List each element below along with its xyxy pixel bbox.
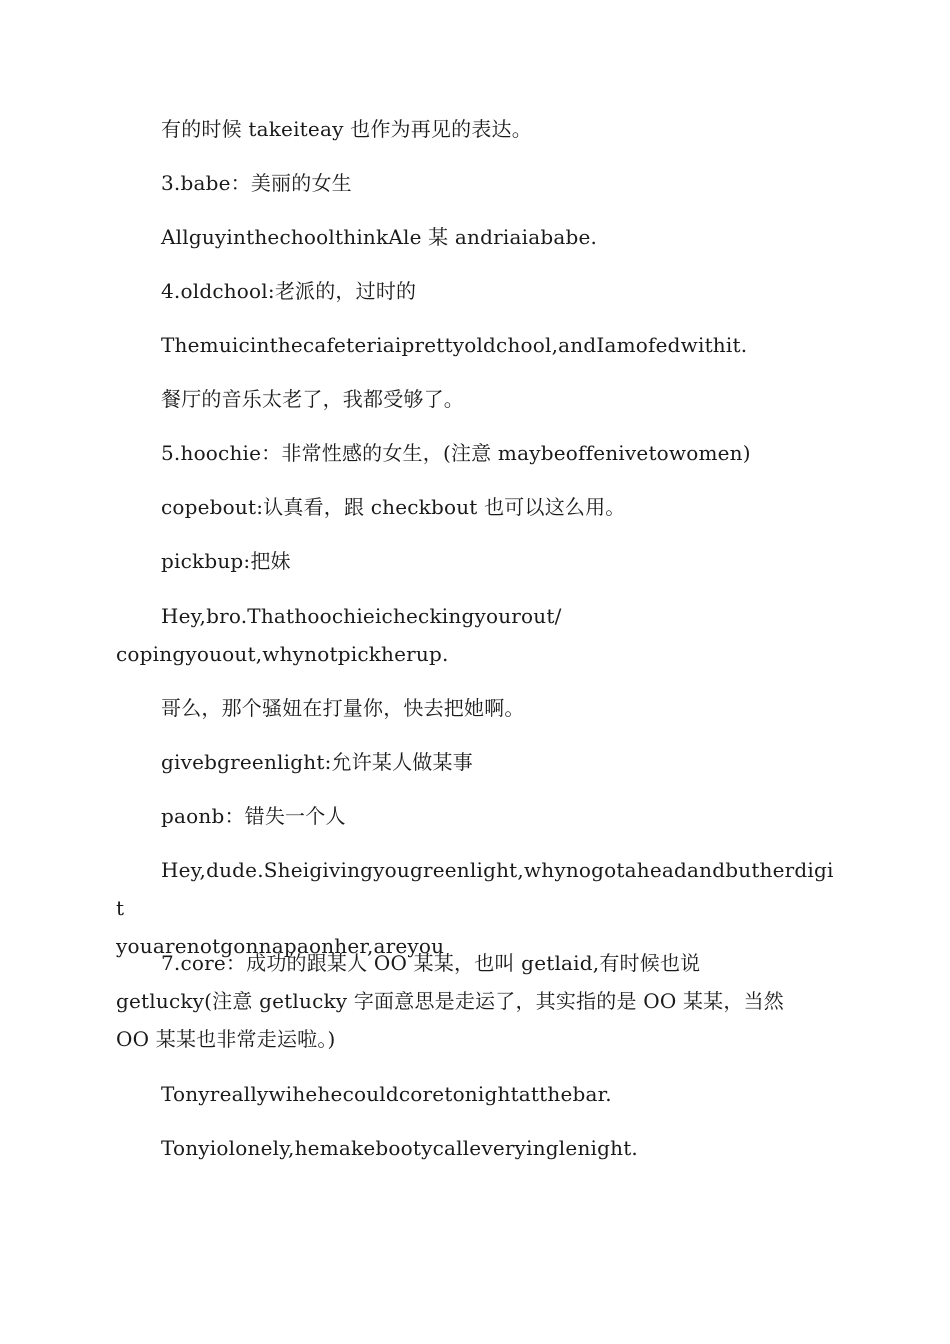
paragraph-hoochie-heading: 5.hoochie：非常性感的女生，(注意 maybeoffenivetowomen)	[161, 441, 751, 465]
paragraph-score-heading: 7.core：成功的跟某人 OO 某某，也叫 getlaid,有时候也说 getlucky(注意 getlucky 字面意思是走运了，其实指的是 OO 某某，当然 OO 某某也非常走运啦。)	[116, 951, 784, 1051]
paragraph-pick-up-definition: pickbup:把妹	[161, 549, 291, 573]
paragraph-score-example: Tonyreallywihehecouldcoretonightatthebar.	[161, 1082, 612, 1106]
paragraph-green-light-example: Hey,dude.Sheigivingyougreenlight,whynogotaheadandbutherdigit youarenotgonnapaonher,areyou	[116, 858, 834, 958]
paragraph-hoochie-translation: 哥么，那个骚妞在打量你，快去把她啊。	[161, 696, 525, 720]
paragraph-old-school-heading: 4.oldchool:老派的，过时的	[161, 279, 417, 303]
paragraph-pass-on-definition: paonb：错失一个人	[161, 804, 346, 828]
paragraph-green-light-definition: givebgreenlight:允许某人做某事	[161, 750, 473, 774]
paragraph-hoochie-example: Hey,bro.Thathoochieicheckingyourout/ copingyouout,whynotpickherup.	[116, 604, 562, 666]
paragraph-old-school-example: Themuicinthecafeteriaiprettyoldchool,andIamofedwithit.	[161, 333, 748, 357]
paragraph-cope-out-definition: copebout:认真看，跟 checkbout 也可以这么用。	[161, 495, 626, 519]
paragraph-old-school-translation: 餐厅的音乐太老了，我都受够了。	[161, 387, 464, 411]
paragraph-babe-heading: 3.babe：美丽的女生	[161, 171, 352, 195]
paragraph-babe-example: AllguyinthechoolthinkAle 某 andriaiababe.	[161, 225, 598, 249]
paragraph-take-it-easy-note: 有的时候 takeiteay 也作为再见的表达。	[161, 117, 532, 141]
paragraph-booty-call-example: Tonyiolonely,hemakebootycalleveryinglenight.	[161, 1136, 638, 1160]
